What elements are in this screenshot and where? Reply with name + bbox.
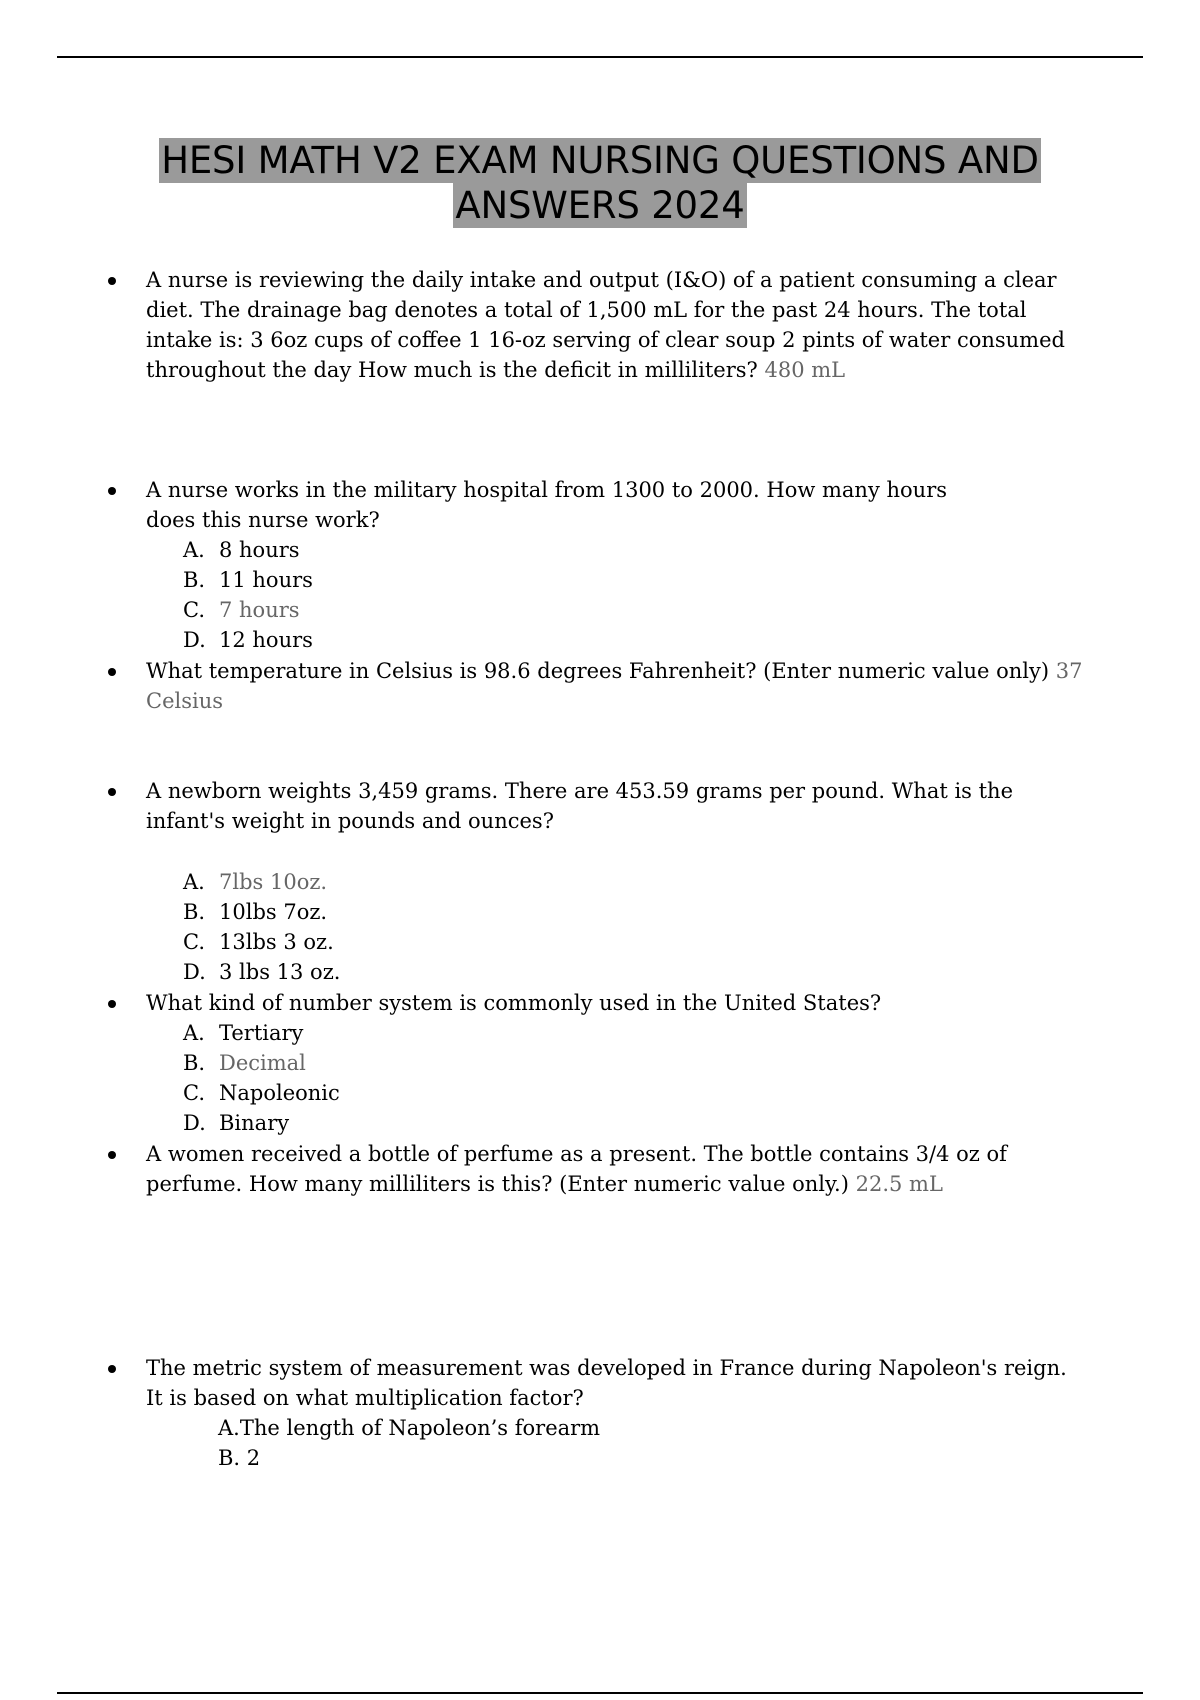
option-b: B. 11 hours xyxy=(183,568,313,592)
question-2-text: A nurse works in the military hospital from 1300 to 2000. How many hours does this nurse work? xyxy=(146,478,948,532)
question-3-text: What temperature in Celsius is 98.6 degrees Fahrenheit? (Enter numeric value only) xyxy=(146,659,1050,683)
question-5 xyxy=(146,988,1090,1018)
option-c: C. 13lbs 3 oz. xyxy=(183,930,334,954)
question-6 xyxy=(146,1139,1046,1199)
option-b: B. Decimal xyxy=(183,1051,306,1075)
option-a: A. 8 hours xyxy=(183,538,300,562)
option-c: C. Napoleonic xyxy=(183,1081,340,1105)
option-c: C. 7 hours xyxy=(183,598,300,622)
bullet-icon xyxy=(108,277,116,285)
question-2-options xyxy=(183,535,313,655)
question-4-options xyxy=(183,867,340,987)
question-5-text: What kind of number system is commonly used in the United States? xyxy=(146,991,882,1015)
question-3-answer: 37 Celsius xyxy=(146,659,1083,713)
option-a: A.The length of Napoleon’s forearm xyxy=(218,1416,601,1440)
option-b: B. 2 xyxy=(218,1446,261,1470)
question-4-text: A newborn weights 3,459 grams. There are 453.59 grams per pound. What is the infant's weight in pounds and ounces? xyxy=(146,779,1014,833)
option-b: B. 10lbs 7oz. xyxy=(183,900,328,924)
option-a: A. 7lbs 10oz. xyxy=(183,870,328,894)
question-6-answer: 22.5 mL xyxy=(855,1172,943,1196)
option-d: D. Binary xyxy=(183,1111,290,1135)
question-3 xyxy=(146,656,1090,716)
bullet-icon xyxy=(108,1151,116,1159)
document-title xyxy=(60,138,1140,228)
option-d: D. 12 hours xyxy=(183,628,313,652)
question-5-options xyxy=(183,1018,340,1138)
question-6-text: A women received a bottle of perfume as a present. The bottle contains 3/4 oz of perfume. How many milliliters is this? (Enter numeric value only.) xyxy=(146,1142,1007,1196)
question-4 xyxy=(146,776,1026,836)
question-1 xyxy=(146,265,1090,385)
bullet-icon xyxy=(108,487,116,495)
option-a: A. Tertiary xyxy=(183,1021,304,1045)
question-7-text: The metric system of measurement was developed in France during Napoleon's reign. It is based on what multiplication factor? xyxy=(146,1356,1067,1410)
title-line-2: ANSWERS 2024 xyxy=(455,184,745,227)
title-line-1: HESI MATH V2 EXAM NURSING QUESTIONS AND xyxy=(161,139,1039,182)
bullet-icon xyxy=(108,788,116,796)
bottom-rule xyxy=(57,1692,1143,1694)
question-7-options xyxy=(218,1413,600,1473)
question-1-answer: 480 mL xyxy=(764,358,846,382)
question-1-text: A nurse is reviewing the daily intake and output (I&O) of a patient consuming a clear diet. The drainage bag denotes a total of 1,500 mL for the past 24 hours. The total intake is: 3 6oz cups of coffee 1 16-oz serving of clear soup 2 pints of water consumed throughout the day How much is the deficit in milliliters? xyxy=(146,268,1065,382)
top-rule xyxy=(57,56,1143,58)
bullet-icon xyxy=(108,1365,116,1373)
bullet-icon xyxy=(108,1000,116,1008)
question-7 xyxy=(146,1353,1090,1413)
question-2 xyxy=(146,475,996,535)
bullet-icon xyxy=(108,668,116,676)
option-d: D. 3 lbs 13 oz. xyxy=(183,960,341,984)
